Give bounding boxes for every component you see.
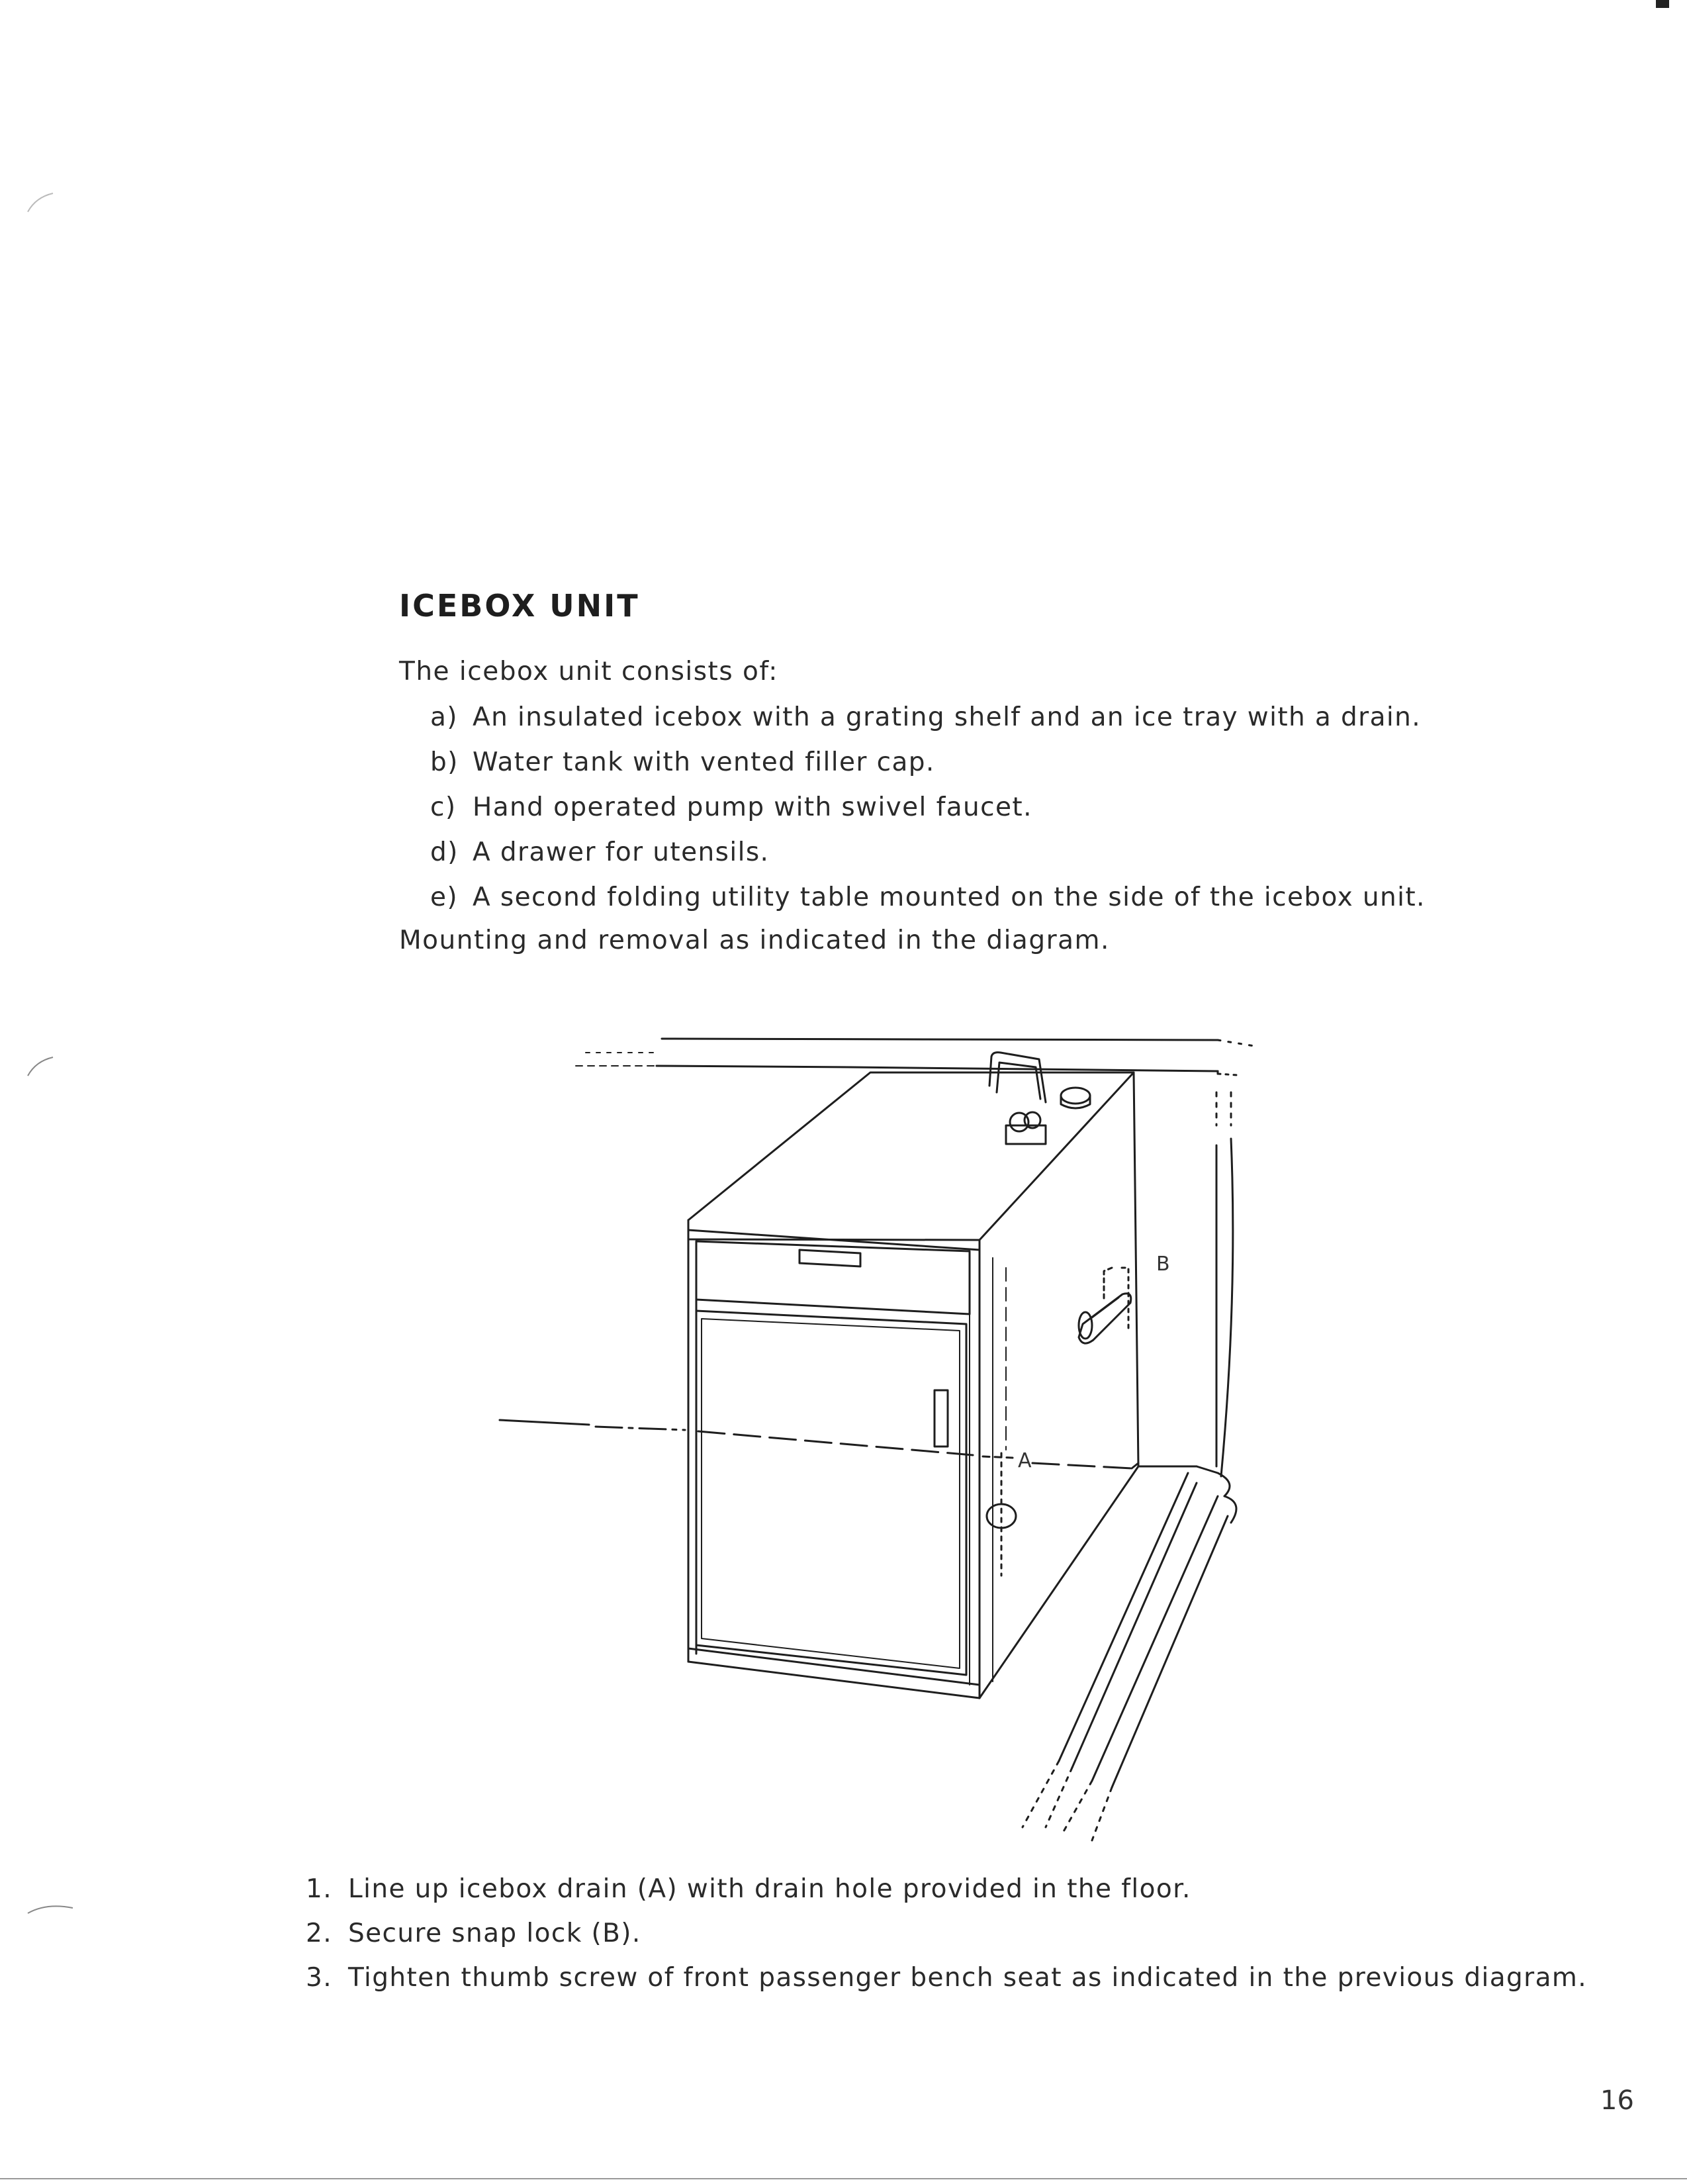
scan-mark <box>1656 0 1669 8</box>
label-a: A <box>1018 1449 1032 1472</box>
list-item-text: An insulated icebox with a grating shelf and an ice tray with a drain. <box>473 702 1422 732</box>
list-item <box>430 747 1426 792</box>
step-item <box>306 1874 1587 1918</box>
bench-rail <box>1023 1466 1236 1840</box>
list-marker: b) <box>430 747 459 777</box>
page-bottom-edge <box>0 2178 1687 2179</box>
cabinet-front <box>688 1239 980 1698</box>
list-item <box>430 792 1426 837</box>
step-number: 2. <box>306 1919 333 1948</box>
list-marker: e) <box>430 882 459 912</box>
binding-hole-mark-bottom <box>26 1900 79 1920</box>
list-item <box>430 837 1426 882</box>
component-list <box>430 702 1426 927</box>
right-wall <box>1216 1092 1233 1476</box>
cabinet-door <box>696 1311 966 1675</box>
intro-text: The icebox unit consists of: <box>399 657 778 687</box>
mounting-steps <box>306 1874 1587 2007</box>
list-item <box>430 702 1426 747</box>
step-number: 3. <box>306 1963 333 1993</box>
step-item <box>306 1962 1587 2007</box>
step-text: Line up icebox drain (A) with drain hole provided in the floor. <box>348 1874 1191 1904</box>
step-number: 1. <box>306 1874 333 1904</box>
list-item-text: Hand operated pump with swivel faucet. <box>473 792 1032 822</box>
list-item <box>430 882 1426 927</box>
binding-hole-mark-top <box>26 192 66 218</box>
label-b: B <box>1156 1253 1170 1276</box>
list-marker: a) <box>430 702 458 732</box>
step-item <box>306 1918 1587 1962</box>
seat-top-outline <box>576 1039 1254 1075</box>
list-item-text: Water tank with vented filler cap. <box>473 747 935 777</box>
drain-alignment-line <box>500 1420 1138 1468</box>
closing-text: Mounting and removal as indicated in the diagram. <box>399 926 1110 955</box>
utensil-drawer <box>696 1241 970 1314</box>
filler-cap <box>1061 1088 1090 1108</box>
section-heading: ICEBOX UNIT <box>399 588 640 624</box>
icebox-mounting-diagram <box>490 1023 1264 1850</box>
list-item-text: A second folding utility table mounted on the side of the icebox unit. <box>473 882 1426 912</box>
drain-a <box>987 1453 1016 1576</box>
list-marker: d) <box>430 837 459 867</box>
cabinet-top <box>688 1072 1134 1250</box>
snap-lock-b <box>1079 1268 1131 1343</box>
pump-faucet <box>989 1053 1046 1144</box>
cabinet-side <box>980 1072 1138 1698</box>
page-number: 16 <box>1600 2085 1634 2116</box>
step-text: Secure snap lock (B). <box>348 1919 641 1948</box>
list-item-text: A drawer for utensils. <box>473 837 770 867</box>
binding-hole-mark-middle <box>26 1056 66 1082</box>
step-text: Tighten thumb screw of front passenger bench seat as indicated in the previous diagram. <box>348 1963 1588 1993</box>
list-marker: c) <box>430 792 457 822</box>
